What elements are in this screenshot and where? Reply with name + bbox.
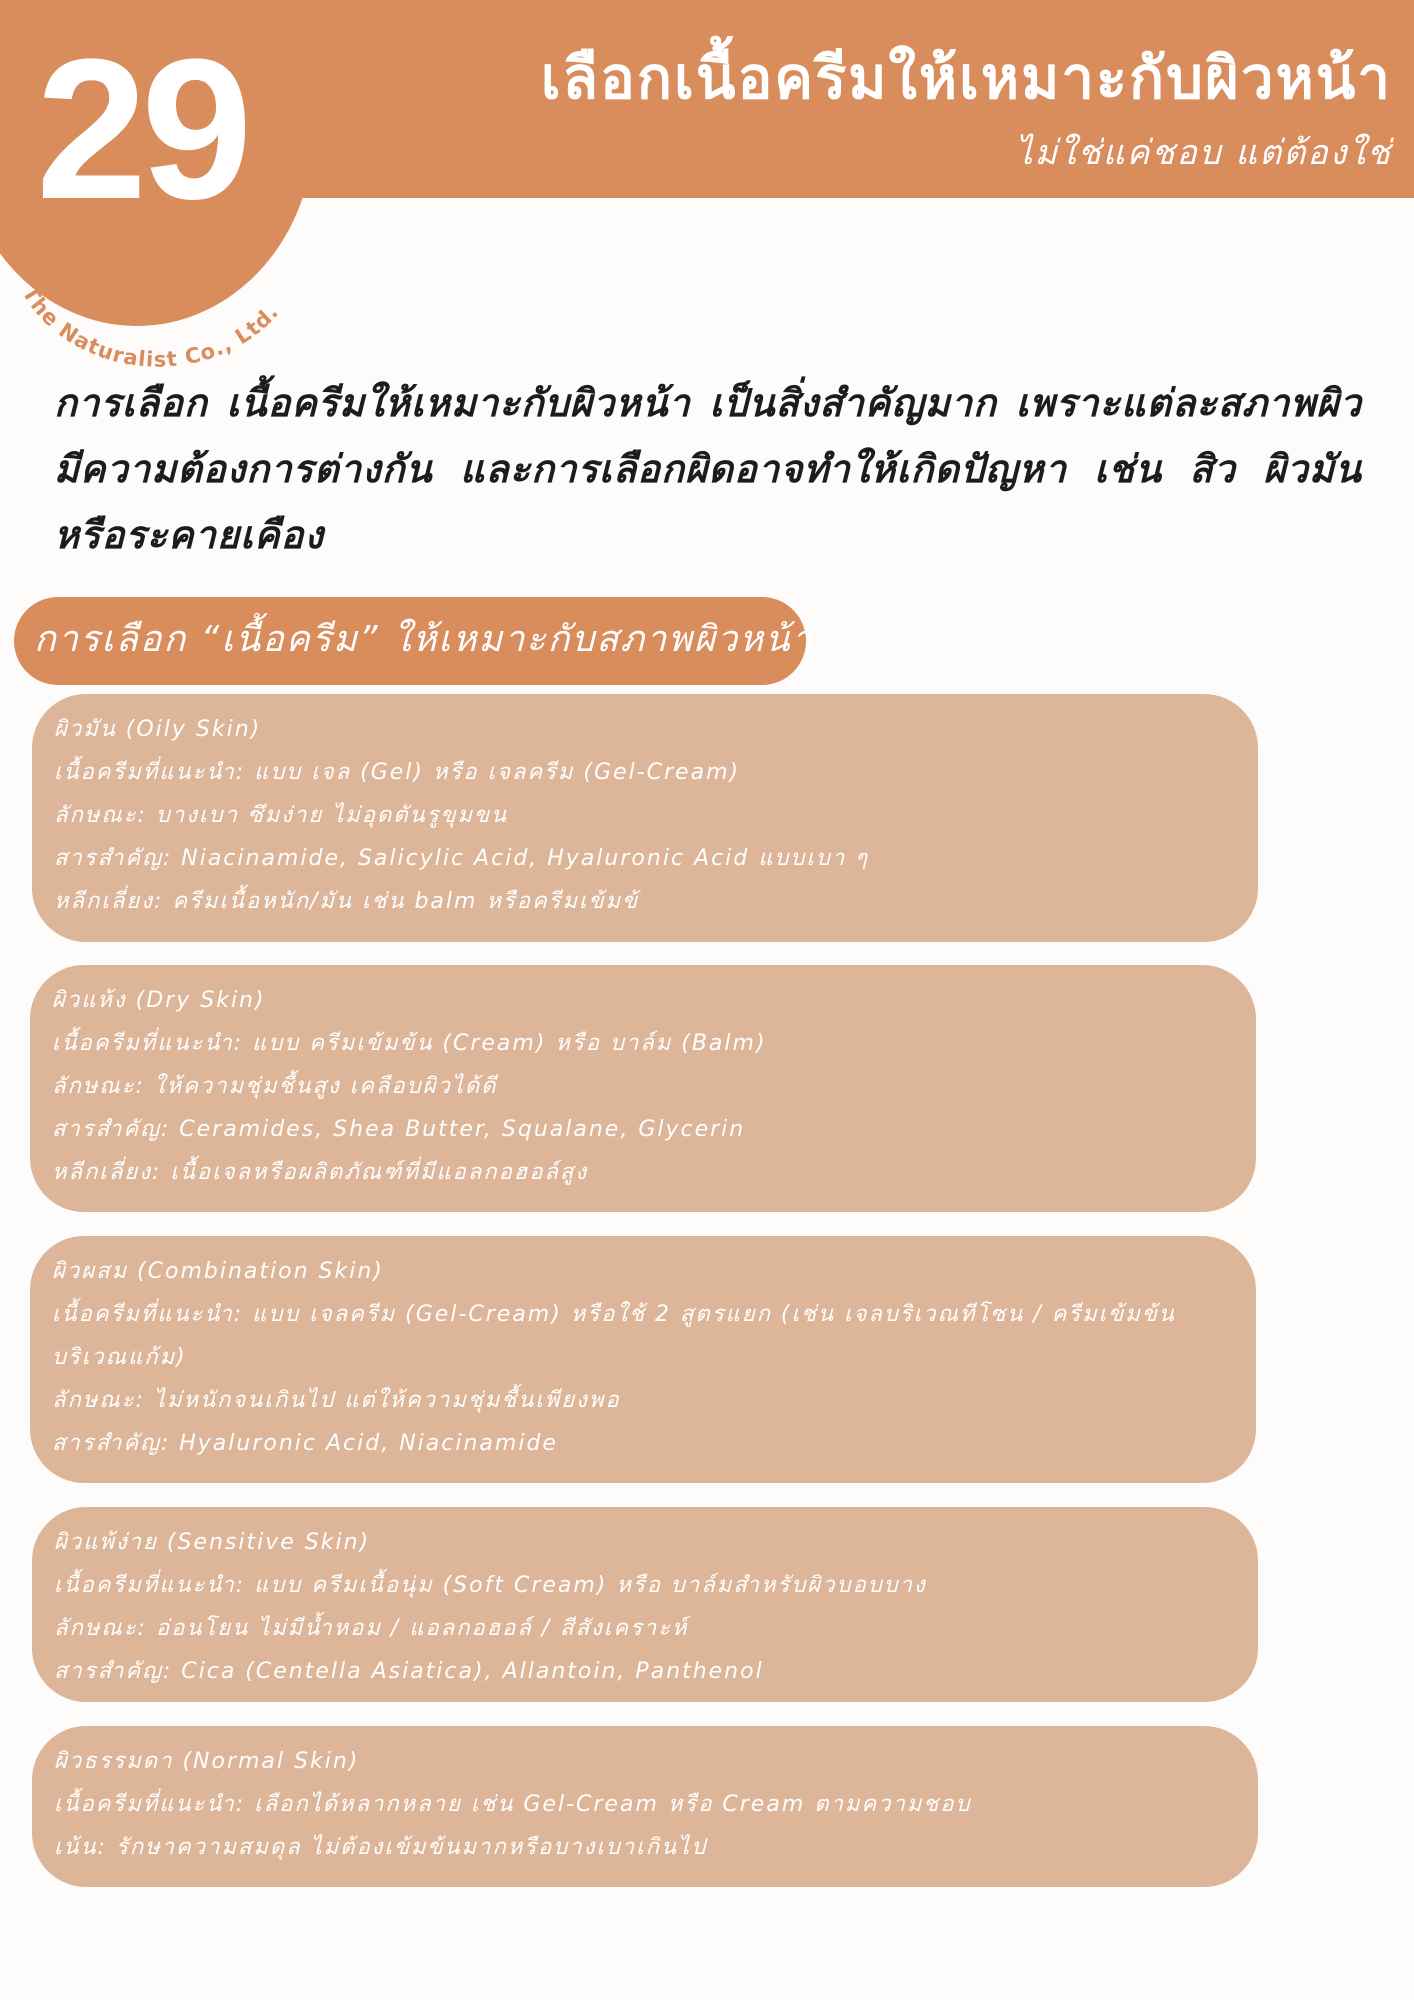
- card-line: ลักษณะ: บางเบา ซึมง่าย ไม่อุดตันรูขุมขน: [54, 803, 509, 828]
- card-line: เนื้อครีมที่แนะนำ: แบบ เจลครีม (Gel-Cream) หรือใช้ 2 สูตรแยก (เช่น เจลบริเวณทีโซน / ครีมเข้มข้นบริเวณแก้ม): [52, 1302, 1176, 1370]
- brand-arc-text: [0, 230, 320, 380]
- card-line: เนื้อครีมที่แนะนำ: เลือกได้หลากหลาย เช่น Gel-Cream หรือ Cream ตามความชอบ: [54, 1792, 972, 1817]
- skin-card-dry: [30, 965, 1256, 1212]
- section-heading-pill: [14, 597, 814, 685]
- card-line: ลักษณะ: ให้ความชุ่มชื้นสูง เคลือบผิวได้ดี: [52, 1074, 498, 1099]
- card-line: สารสำคัญ: Hyaluronic Acid, Niacinamide: [52, 1431, 558, 1456]
- card-line: หลีกเลี่ยง: ครีมเนื้อหนัก/มัน เช่น balm หรือครีมเข้มข้: [54, 889, 640, 914]
- skin-card-combination: [30, 1236, 1256, 1483]
- card-heading: ผิวแพ้ง่าย (Sensitive Skin): [54, 1530, 371, 1555]
- skin-card-normal: [32, 1726, 1258, 1887]
- card-line: เนื้อครีมที่แนะนำ: แบบ ครีมเนื้อนุ่ม (Soft Cream) หรือ บาล์มสำหรับผิวบอบบาง: [54, 1573, 927, 1598]
- card-line: ลักษณะ: ไม่หนักจนเกินไป แต่ให้ความชุ่มชื้นเพียงพอ: [52, 1388, 621, 1413]
- card-heading: ผิวผสม (Combination Skin): [52, 1259, 384, 1284]
- skin-card-oily: [32, 694, 1258, 942]
- card-heading: ผิวแห้ง (Dry Skin): [52, 988, 266, 1013]
- page-subtitle: ไม่ใช่แค่ชอบ แต่ต้องใช่: [1015, 133, 1392, 173]
- card-line: ลักษณะ: อ่อนโยน ไม่มีน้ำหอม / แอลกอฮอล์ / สีสังเคราะห์: [54, 1616, 689, 1641]
- page-number: 29: [36, 18, 247, 241]
- skin-card-sensitive: [32, 1507, 1258, 1702]
- card-line: เนื้อครีมที่แนะนำ: แบบ เจล (Gel) หรือ เจลครีม (Gel-Cream): [54, 760, 741, 785]
- card-line: หลีกเลี่ยง: เนื้อเจลหรือผลิตภัณฑ์ที่มีแอลกอฮอล์สูง: [52, 1160, 589, 1185]
- card-line: สารสำคัญ: Ceramides, Shea Butter, Squalane, Glycerin: [52, 1117, 746, 1142]
- card-line: เน้น: รักษาความสมดุล ไม่ต้องเข้มข้นมากหรือบางเบาเกินไป: [54, 1835, 708, 1860]
- page-title: เลือกเนื้อครีมให้เหมาะกับผิวหน้า: [540, 44, 1392, 112]
- section-heading: การเลือก “เนื้อครีม” ให้เหมาะกับสภาพผิวหน้า: [34, 619, 814, 660]
- card-heading: ผิวธรรมดา (Normal Skin): [54, 1749, 360, 1774]
- intro-paragraph: การเลือก เนื้อครีมให้เหมาะกับผิวหน้า เป็นสิ่งสำคัญมาก เพราะแต่ละสภาพผิวมีความต้องการต่างกัน และการเลือกผิดอาจทำให้เกิดปัญหา เช่น สิว ผิวมัน หรือระคายเคือง: [54, 381, 1362, 557]
- card-line: เนื้อครีมที่แนะนำ: แบบ ครีมเข้มข้น (Cream) หรือ บาล์ม (Balm): [52, 1031, 767, 1056]
- card-line: สารสำคัญ: Niacinamide, Salicylic Acid, Hyaluronic Acid แบบเบา ๆ: [54, 846, 869, 871]
- card-heading: ผิวมัน (Oily Skin): [54, 717, 262, 742]
- brand-name: The Naturalist Co., Ltd.: [17, 281, 284, 372]
- card-line: สารสำคัญ: Cica (Centella Asiatica), Allantoin, Panthenol: [54, 1659, 764, 1684]
